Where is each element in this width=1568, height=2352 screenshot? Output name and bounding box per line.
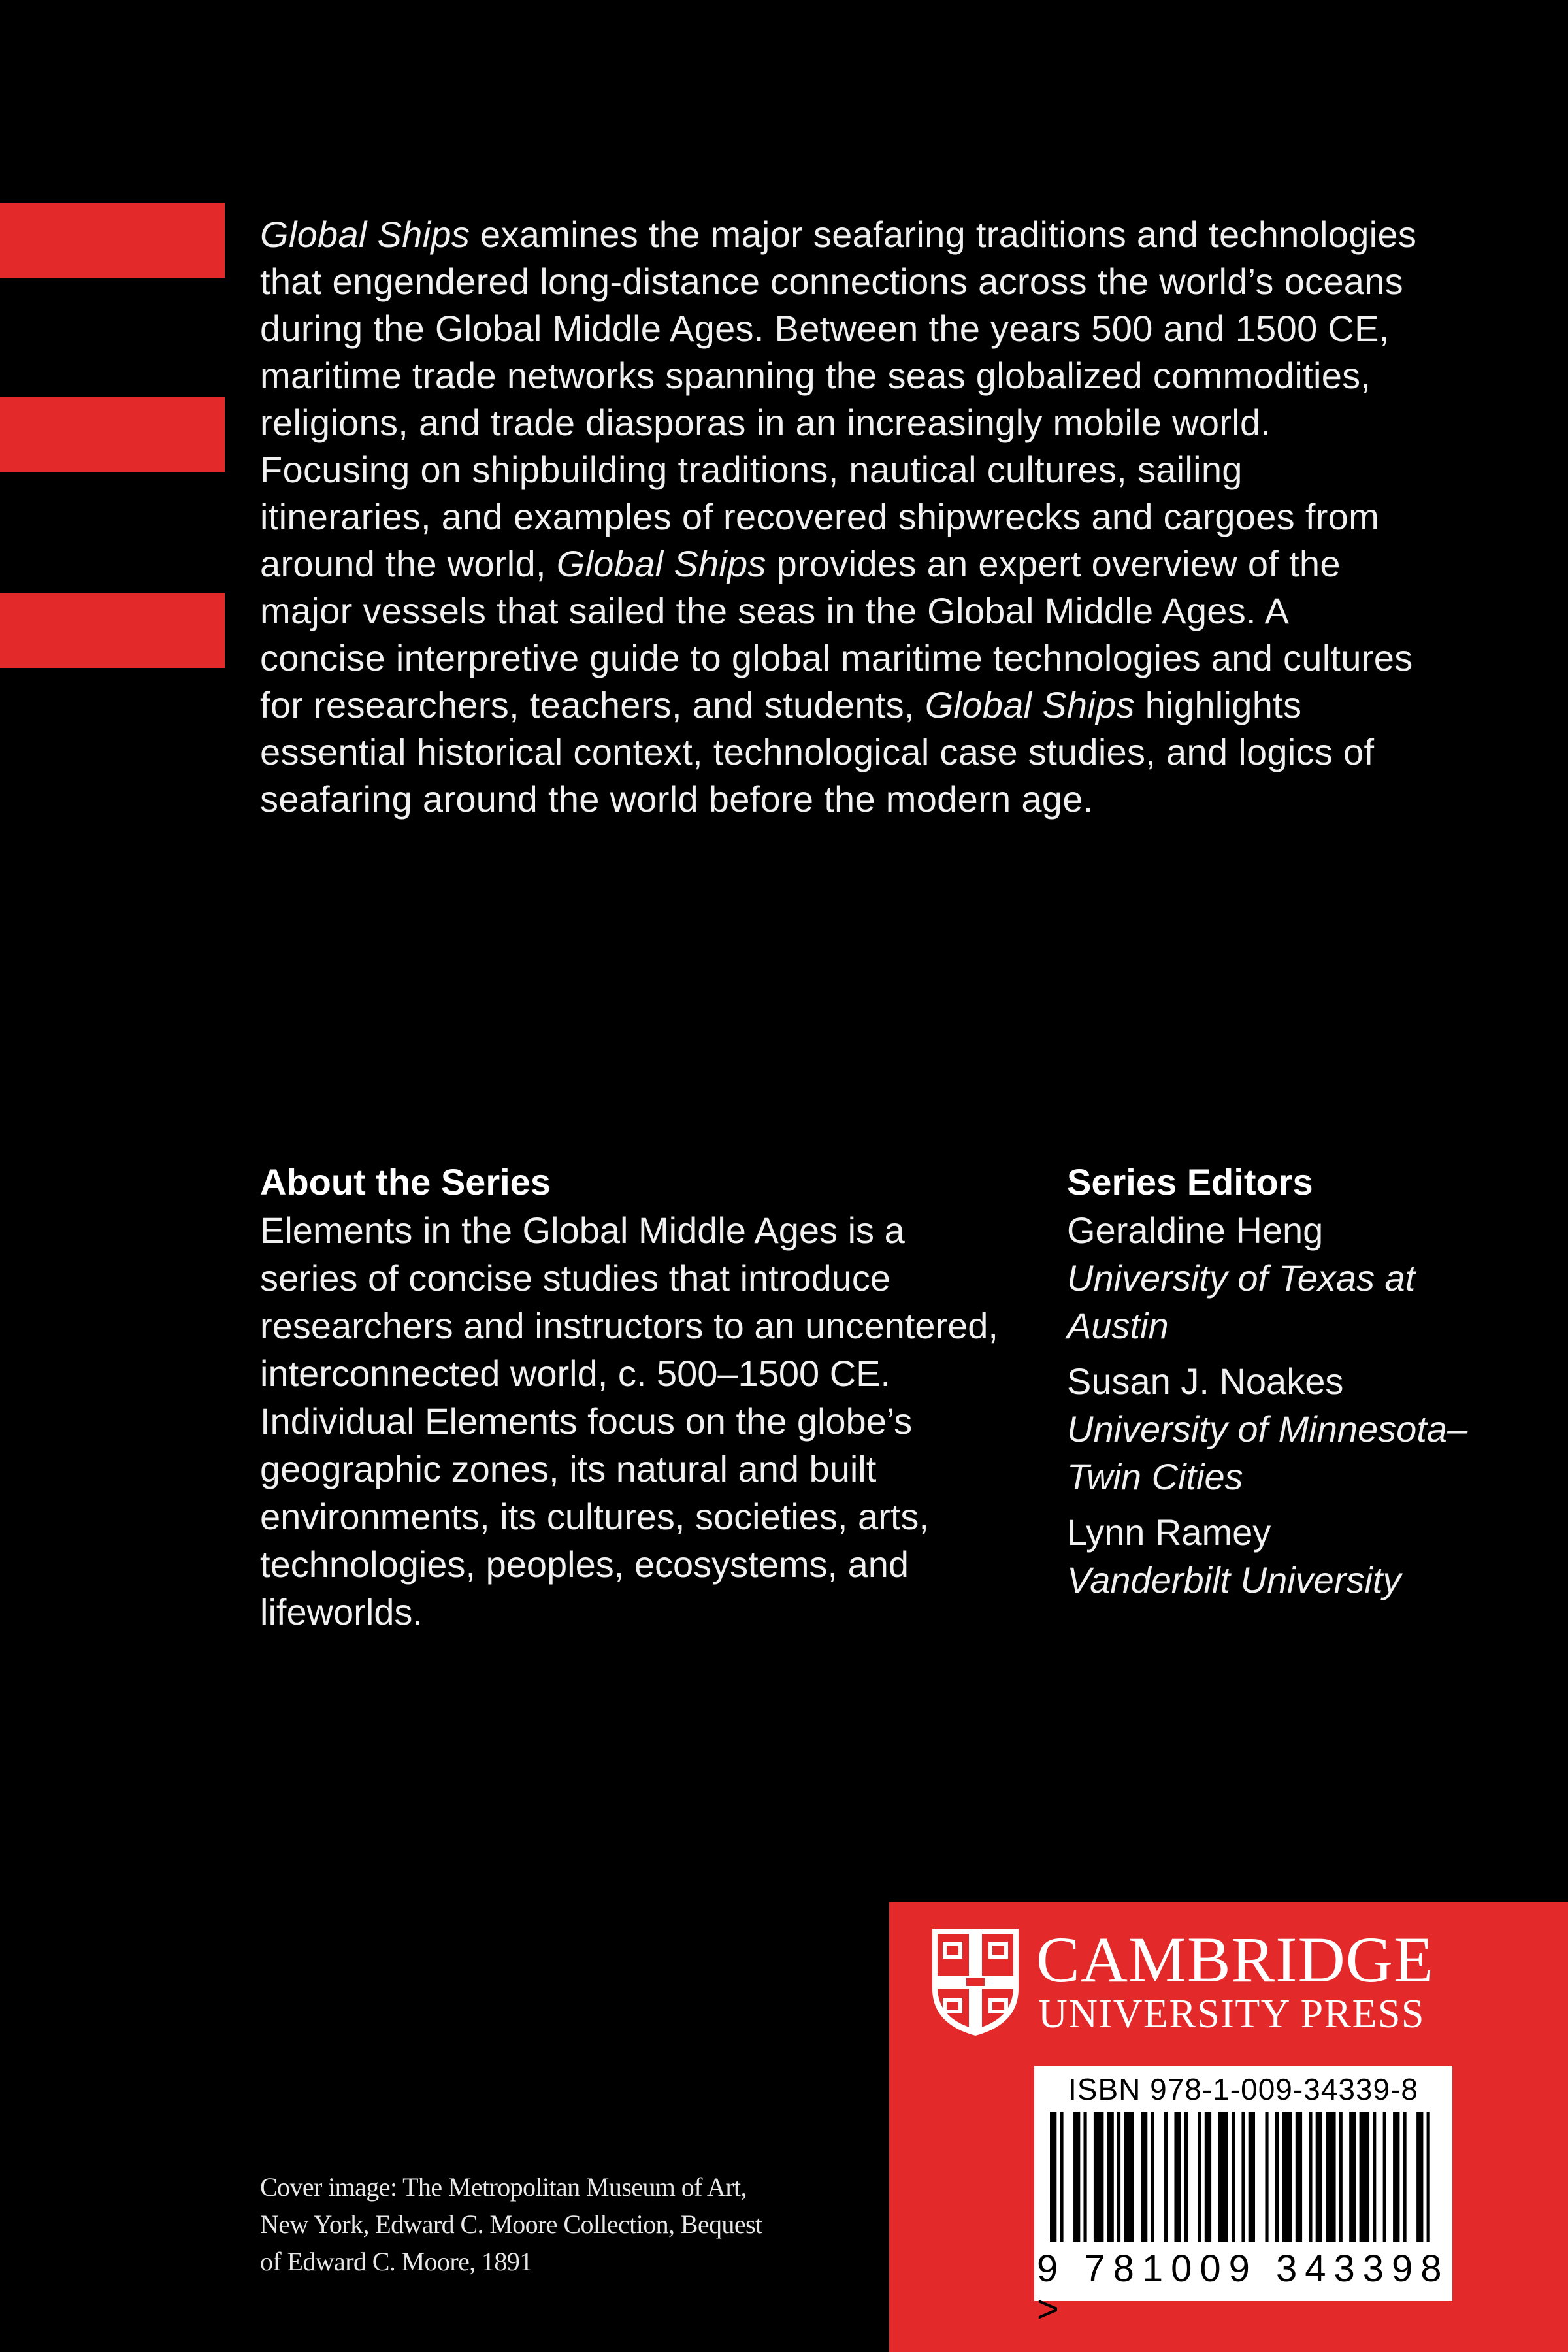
editor-name: Susan J. Noakes (1067, 1361, 1344, 1402)
editor-entry (1067, 1357, 1524, 1500)
barcode-bar (1094, 2112, 1103, 2242)
barcode-bar (1205, 2112, 1211, 2242)
barcode-bar (1060, 2112, 1063, 2242)
barcode-bar (1050, 2112, 1056, 2242)
barcode-bar (1373, 2112, 1376, 2242)
about-series-heading: About the Series (260, 1161, 551, 1202)
isbn-label: ISBN 978-1-009-34339-8 (1068, 2072, 1418, 2106)
editor-entry (1067, 1508, 1524, 1604)
barcode-bar (1174, 2112, 1181, 2242)
barcode-bar (1141, 2112, 1147, 2242)
series-editors-section (1067, 1158, 1524, 1612)
barcode-bar (1403, 2112, 1407, 2242)
barcode-bar (1218, 2112, 1228, 2242)
barcode-bar (1107, 2112, 1114, 2242)
barcode-bar (1416, 2112, 1423, 2242)
publisher-panel (889, 1902, 1568, 2352)
barcode-bar (1164, 2112, 1168, 2242)
barcode-bar (1124, 2112, 1134, 2242)
credit-line: New York, Edward C. Moore Collection, Bequest (260, 2210, 762, 2239)
barcode-bar (1241, 2112, 1245, 2242)
university-crest-icon (930, 1926, 1021, 2038)
barcode-bar (1249, 2112, 1255, 2242)
barcode-bar (1275, 2112, 1279, 2242)
barcode-bar (1265, 2112, 1268, 2242)
ean-digits: 9 781009 343398 > (1037, 2247, 1450, 2330)
barcode-bar (1383, 2112, 1386, 2242)
barcode-bar (1184, 2112, 1188, 2242)
barcode-bar (1073, 2112, 1080, 2242)
editor-entry (1067, 1206, 1524, 1350)
editor-affiliation: University of Minnesota–Twin Cities (1067, 1408, 1468, 1497)
publisher-subname: UNIVERSITY PRESS (1038, 1992, 1425, 2036)
cover-image-credit (260, 2168, 835, 2280)
blurb-title-italic: Global Ships (260, 214, 470, 255)
barcode-bar (1232, 2112, 1235, 2242)
red-stripe-top (0, 203, 225, 278)
barcode-bar (1427, 2112, 1430, 2242)
barcode-bar (1151, 2112, 1154, 2242)
red-stripe-bottom (0, 593, 225, 668)
blurb-text-1: examines the major seafaring traditions and technologies that engendered long-distance connections across the world’s oceans during the Global Middle Ages. Between the years 500 and 1500 CE, maritime trade networks spanning the seas globalized commodities, religions, and trade diasporas in an increasingly mobile world. Focusing on shipbuilding traditions, nautical cultures, sailing itineraries, and examples of recovered shipwrecks and cargoes from around the world, (260, 214, 1417, 584)
about-series-text: Elements in the Global Middle Ages is a series of concise studies that introduce researchers and instructors to an uncentered, interconnected world, c. 500–1500 CE. Individual Elements focus on the globe’s geographic zones, its natural and built environments, its cultures, societies, arts, technologies, peoples, ecosystems, and lifeworlds. (260, 1210, 998, 1632)
barcode-bar (1360, 2112, 1369, 2242)
credit-line: Cover image: The Metropolitan Museum of Art, (260, 2172, 747, 2202)
editor-name: Lynn Ramey (1067, 1512, 1271, 1553)
blurb-title-italic-2: Global Ships (556, 543, 766, 584)
editor-affiliation: Vanderbilt University (1067, 1559, 1401, 1600)
about-series-section (260, 1158, 1011, 1636)
barcode-bars (1050, 2112, 1437, 2242)
editor-name: Geraldine Heng (1067, 1210, 1324, 1251)
barcode-bar (1296, 2112, 1302, 2242)
barcode-bar (1083, 2112, 1086, 2242)
barcode-bar (1198, 2112, 1201, 2242)
barcode-bar (1393, 2112, 1399, 2242)
publisher-name: CAMBRIDGE (1036, 1923, 1435, 1996)
credit-line: of Edward C. Moore, 1891 (260, 2247, 532, 2276)
barcode-bar (1309, 2112, 1312, 2242)
barcode-bar (1349, 2112, 1356, 2242)
barcode-bar (1326, 2112, 1335, 2242)
blurb-text-2: provides an expert overview of the major vessels that sailed the seas in the Global Middle Ages. A concise interpretive guide to global maritime technologies and cultures for researchers, teachers, and students, (260, 543, 1413, 725)
barcode-bar (1117, 2112, 1120, 2242)
red-stripe-middle (0, 397, 225, 472)
book-blurb (260, 211, 1423, 823)
blurb-text-3: highlights essential historical context, technological case studies, and logics of seafaring around the world before the modern age. (260, 684, 1375, 820)
blurb-title-italic-3: Global Ships (924, 684, 1135, 725)
barcode-bar (1282, 2112, 1292, 2242)
editor-affiliation: University of Texas at Austin (1067, 1257, 1416, 1346)
series-editors-heading: Series Editors (1067, 1161, 1313, 1202)
isbn-barcode (1034, 2066, 1452, 2330)
barcode-bar (1316, 2112, 1322, 2242)
barcode-bar (1339, 2112, 1343, 2242)
